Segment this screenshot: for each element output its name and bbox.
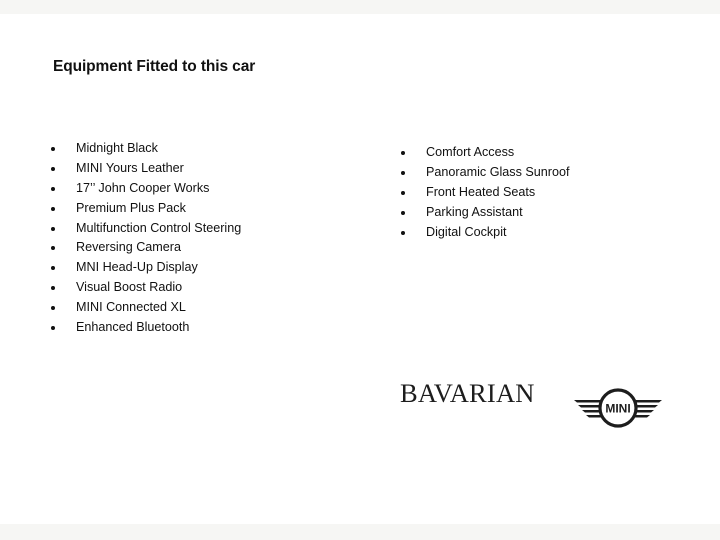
list-item-label: Digital Cockpit [426,224,507,239]
list-item-label: Panoramic Glass Sunroof [426,164,570,179]
list-item-label: Front Heated Seats [426,184,536,199]
list-item-label: MINI Yours Leather [76,160,184,175]
bullet-icon [51,306,55,310]
list-item [400,223,570,243]
equipment-list-left [50,139,241,338]
list-item [50,238,241,258]
bullet-icon [401,231,405,235]
bullet-icon [401,171,405,175]
list-item [50,179,241,199]
list-item [400,183,570,203]
equipment-list-right [400,143,570,242]
bullet-icon [51,227,55,231]
bullet-icon [51,286,55,290]
logo-text: MINI [605,401,631,416]
list-item [400,163,570,183]
list-item [50,199,241,219]
list-item [400,203,570,223]
page-title: Equipment Fitted to this car [53,58,256,75]
bullet-icon [401,191,405,195]
list-item-label: Multifunction Control Steering [76,220,242,235]
dealer-wordmark: BAVARIAN [400,378,535,408]
bullet-icon [51,246,55,250]
list-item-label: MINI Connected XL [76,300,186,315]
bullet-icon [51,147,55,151]
list-item-label: MNI Head-Up Display [76,260,198,275]
bullet-icon [51,187,55,191]
bullet-icon [51,167,55,171]
list-item [400,143,570,163]
bullet-icon [401,151,405,155]
bullet-icon [401,211,405,215]
list-item-label: Premium Plus Pack [76,200,186,215]
list-item [50,159,241,179]
list-item-label: Midnight Black [76,141,158,155]
list-item [50,258,241,278]
list-item-label: Comfort Access [426,145,515,159]
list-item-label: Visual Boost Radio [76,280,183,295]
list-item [50,278,241,298]
list-item-label: Reversing Camera [76,240,181,255]
mini-winged-logo-icon [572,387,664,429]
bullet-icon [51,326,55,330]
bullet-icon [51,207,55,211]
list-item-label: Parking Assistant [426,204,523,219]
list-item [50,298,241,318]
list-item-label: Enhanced Bluetooth [76,320,190,335]
bullet-icon [51,266,55,270]
list-item [50,139,241,159]
list-item-label: 17’’ John Cooper Works [76,180,210,195]
list-item [50,219,241,239]
list-item [50,318,241,338]
